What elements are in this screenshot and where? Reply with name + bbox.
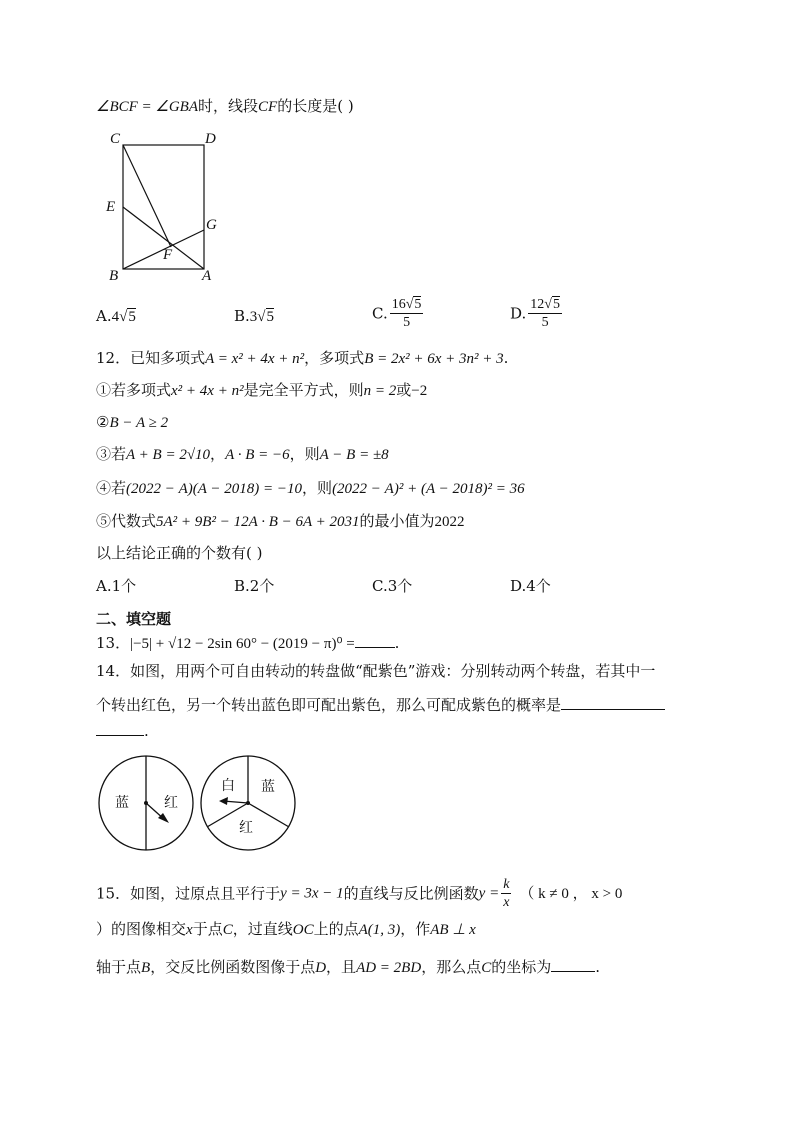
q14-answer-blank[interactable] — [561, 695, 665, 710]
label-C: C — [110, 131, 121, 147]
q11-stem: ∠BCF = ∠GBA时，线段CF的长度是( ) — [96, 97, 354, 115]
label-D: D — [205, 131, 216, 147]
label-G: G — [206, 217, 217, 233]
q11-option-a: A.4√5 — [96, 307, 136, 325]
label-E: E — [106, 199, 116, 215]
q15-line-3: 轴于点B，交反比例函数图像于点D，且AD = 2BD，那么点C的坐标为 . — [96, 958, 601, 976]
q12-statement-5: ⑤代数式5A² + 9B² − 12A · B − 6A + 2031的最小值为2022 — [96, 512, 465, 530]
q12-option-c: C.3个 — [372, 577, 413, 595]
q12-option-b: B.2个 — [234, 577, 275, 595]
wheel1-blue: 蓝 — [115, 796, 129, 811]
q13: 13．|−5| + √12 − 2sin 60° − (2019 − π)⁰ = . — [96, 634, 400, 652]
q12-statement-2: ②B − A ≥ 2 — [96, 413, 169, 431]
q14-line-3: . — [96, 721, 149, 741]
q15-answer-blank[interactable] — [551, 957, 595, 972]
q12-statement-3: ③若A + B = 2√10，A · B = −6，则A − B = ±8 — [96, 445, 389, 463]
q14-answer-blank-cont[interactable] — [96, 721, 144, 736]
q14-spinner-figure — [95, 752, 305, 856]
q11-option-d: D. $\frac{12√5}{5}$ — [510, 297, 560, 330]
q15-line-2: ）的图像相交x于点C，过直线OC上的点A(1, 3)，作AB ⊥ x — [96, 920, 476, 938]
q11-option-b: B.3√5 — [234, 307, 275, 325]
q13-answer-blank[interactable] — [355, 633, 395, 648]
section-title: 二、填空题 — [96, 610, 172, 628]
q14-line-2: 个转出红色，另一个转出蓝色即可配出紫色，那么可配成紫色的概率是 — [96, 695, 665, 715]
q12-ask: 以上结论正确的个数有( ) — [96, 544, 263, 562]
wheel2-blue: 蓝 — [261, 780, 275, 795]
label-A: A — [202, 268, 212, 284]
q11-rectangle-figure — [100, 126, 230, 286]
wheel2-red: 红 — [239, 821, 253, 836]
q13-expr: |−5| + √12 − 2sin 60° − (2019 − π)⁰ = — [130, 636, 355, 652]
q11-angle-expr: ∠BCF = ∠GBA — [96, 99, 199, 115]
q12-stem: 12．已知多项式A = x² + 4x + n²，多项式B = 2x² + 6x + 3n² + 3. — [96, 349, 509, 367]
q12-statement-4: ④若(2022 − A)(A − 2018) = −10，则(2022 − A)² + (A − 2018)² = 36 — [96, 479, 525, 497]
wheel1-red: 红 — [164, 796, 178, 811]
wheel2-white: 白 — [221, 779, 235, 794]
label-B: B — [109, 268, 119, 284]
q12-statement-1: ①若多项式x² + 4x + n²是完全平方式，则n = 2或−2 — [96, 381, 428, 399]
q14-line-1: 14．如图，用两个可自由转动的转盘做“配紫色”游戏：分别转动两个转盘，若其中一 — [96, 662, 656, 680]
q12-option-a: A.1个 — [96, 577, 137, 595]
label-F: F — [163, 247, 173, 263]
q12-option-d: D.4个 — [510, 577, 551, 595]
q11-option-c: C. $\frac{16√5}{5}$ — [372, 297, 422, 330]
q15-line-1: 15．如图，过原点且平行于y = 3x − 1的直线与反比例函数y = $\frac{k}{x}$ （ k ≠ 0 ， x > 0 — [96, 877, 623, 910]
